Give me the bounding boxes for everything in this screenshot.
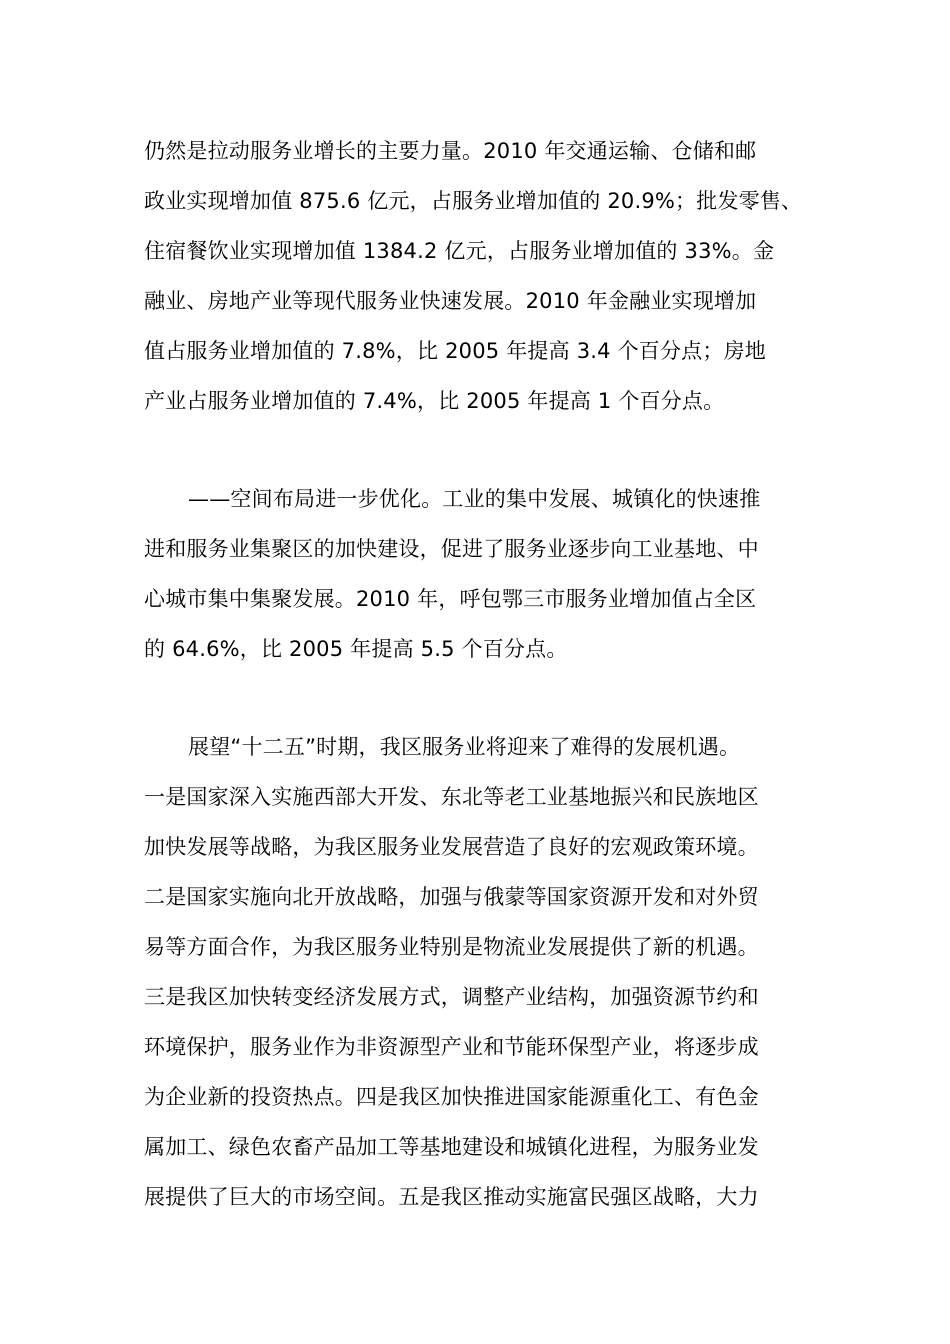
paragraph-1-line-3: 住宿餐饮业实现增加值 1384.2 亿元，占服务业增加值的 33%。金 — [144, 239, 775, 263]
paragraph-2-line-4: 的 64.6%，比 2005 年提高 5.5 个百分点。 — [144, 637, 568, 661]
paragraph-3-line-6: 三是我区加快转变经济发展方式，调整产业结构，加强资源节约和 — [144, 985, 759, 1009]
paragraph-1-line-1: 仍然是拉动服务业增长的主要力量。2010 年交通运输、仓储和邮 — [144, 139, 757, 163]
paragraph-1-line-4: 融业、房地产业等现代服务业快速发展。2010 年金融业实现增加 — [144, 289, 757, 313]
paragraph-3-line-8: 为企业新的投资热点。四是我区加快推进国家能源重化工、有色金 — [144, 1085, 759, 1109]
paragraph-1-line-5: 值占服务业增加值的 7.8%，比 2005 年提高 3.4 个百分点；房地 — [144, 339, 766, 363]
paragraph-3-line-5: 易等方面合作，为我区服务业特别是物流业发展提供了新的机遇。 — [144, 935, 759, 959]
paragraph-3-line-2: 一是国家深入实施西部大开发、东北等老工业基地振兴和民族地区 — [144, 785, 759, 809]
paragraph-1-line-6: 产业占服务业增加值的 7.4%，比 2005 年提高 1 个百分点。 — [144, 389, 725, 413]
paragraph-2-line-1: ——空间布局进一步优化。工业的集中发展、城镇化的快速推 — [188, 487, 761, 511]
paragraph-1-line-2: 政业实现增加值 875.6 亿元，占服务业增加值的 20.9%；批发零售、 — [144, 189, 803, 213]
paragraph-3-line-4: 二是国家实施向北开放战略，加强与俄蒙等国家资源开发和对外贸 — [144, 885, 759, 909]
paragraph-3-line-3: 加快发展等战略，为我区服务业发展营造了良好的宏观政策环境。 — [144, 835, 759, 859]
paragraph-2-line-2: 进和服务业集聚区的加快建设，促进了服务业逐步向工业基地、中 — [144, 537, 759, 561]
paragraph-3-line-9: 属加工、绿色农畜产品加工等基地建设和城镇化进程，为服务业发 — [144, 1135, 759, 1159]
paragraph-2-line-3: 心城市集中集聚发展。2010 年，呼包鄂三市服务业增加值占全区 — [144, 587, 757, 611]
paragraph-3-line-1: 展望“十二五”时期，我区服务业将迎来了难得的发展机遇。 — [188, 735, 741, 759]
paragraph-3-line-10: 展提供了巨大的市场空间。五是我区推动实施富民强区战略，大力 — [144, 1185, 759, 1209]
paragraph-3-line-7: 环境保护，服务业作为非资源型产业和节能环保型产业，将逐步成 — [144, 1035, 759, 1059]
